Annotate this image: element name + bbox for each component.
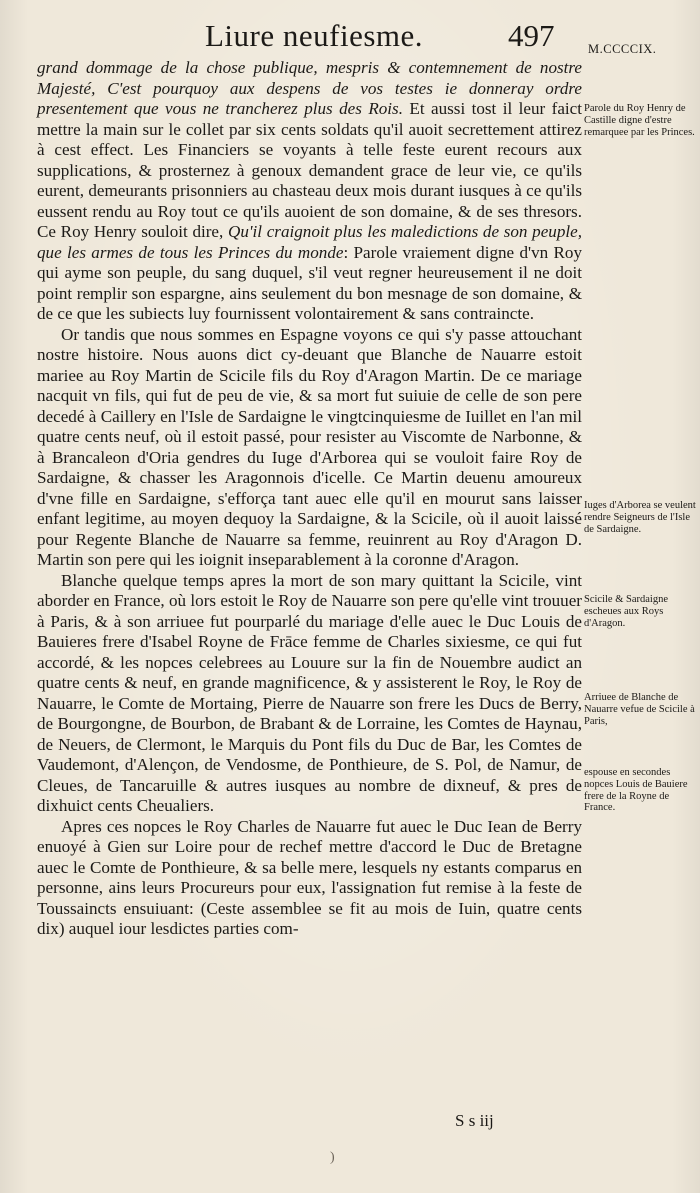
paragraph-1-ending: : Parole vraiement digne d'vn Roy qui ayme son peuple, du sang duquel, s'il veut regner heureusement il ne doit point remplir son espargne, ains seulement du bon mesnage de son domaine, & de ce que les subiects luy fournissent volontairement & sans contraincte.	[37, 242, 582, 323]
margin-note-henry-castille: Parole du Roy Henry de Castille digne d'estre remarquee par les Princes.	[584, 103, 695, 138]
year-margin-note: M.CCCCIX.	[588, 42, 657, 56]
paragraph-4: Apres ces nopces le Roy Charles de Nauarre fut auec le Duc Iean de Berry enuoyé à Gien sur Loire pour de rechef mettre d'accord le Duc de Bretagne auec le Comte de Ponthieure, & sa belle mere, lesquels ny estants comparus en personne, ains leurs Procureurs pour eux, l'assignation fut remise à la feste de Toussaincts ensuiuant: (Ceste assemblee se fit au mois de Iuin, quatre cents dix) auquel iour lesdictes parties com-	[37, 816, 582, 938]
royal-speech-italic: grand dommage de la chose publique, mespris & contemnement de nostre Majesté, C'est pourquoy aux despens de vos testes ie donneray ordre presentement que vous ne trancherez plus des Rois.	[37, 58, 582, 118]
margin-note-arborea: Iuges d'Arborea se veulent rendre Seigneurs de l'Isle de Sardaigne.	[584, 500, 696, 535]
running-title: Liure neufiesme.	[205, 18, 424, 53]
paragraph-1-text: Et aussi tost il leur faict mettre la main sur le collet par six cents soldats qu'il auoit secrettement attirez à cest effect. Les Financiers se voyants à telle feste eurent recours aux supplications, & prosternez à genoux demandent grace de leur vie, ce qu'ils eurent, demeurants prisonniers au chasteau deux mois durant iusques à ce qu'ils eussent rendu au Roy tout ce qu'ils auoient de son domaine, & de ses thresors. Ce Roy Henry souloit dire,	[37, 99, 582, 241]
bottom-mark: )	[330, 1150, 335, 1165]
main-text-column	[37, 58, 582, 940]
margin-note-scicile-sardaigne: Scicile & Sardaigne escheues aux Roys d'Aragon.	[584, 594, 668, 629]
king-henry-quote: Qu'il craignoit plus les maledictions de son peuple, que les armes de tous les Princes du monde	[37, 222, 582, 262]
paragraph-2: Or tandis que nous sommes en Espagne voyons ce qui s'y passe attouchant nostre histoire. Nous auons dict cy-deuant que Blanche de Nauarre estoit mariee au Roy Martin de Scicile fils du Roy d'Aragon Martin. De ce mariage nacquit vn fils, qui fut de peu de vie, & sa mort fut suiuie de celle de son pere decedé à Caillery en l'Isle de Sardaigne le vingtcinquiesme de Iuillet en l'an mil quatre cents neuf, où il estoit passé, pour resister au Viscomte de Narbonne, & à Brancaleon d'Oria gendres du Iuge d'Arborea qui se vouloit faire Roy de Sardaigne, & chasser les Aragonnois d'icelle. Ce Martin deuenu amoureux d'vne fille en Sardaigne, s'efforça tant auec elle qu'il en mourut sans laisser enfant legitime, au moyen dequoy la Sardaigne, & la Scicile, où il auoit laissé pour Regente Blanche de Nauarre sa femme, reuinrent au Roy d'Aragon D. Martin son pere qui les ioignit inseparablement à la coronne d'Aragon.	[37, 324, 582, 569]
margin-note-arriuee-blanche: Arriuee de Blanche de Nauarre vefue de Scicile à Paris,	[584, 692, 695, 727]
signature-mark: S s iij	[455, 1111, 494, 1130]
margin-note-espouse-louis: espouse en secondes nopces Louis de Bauiere frere de la Royne de France.	[584, 767, 688, 814]
page-number: 497	[508, 18, 555, 53]
paragraph-1	[37, 58, 582, 325]
paragraph-3: Blanche quelque temps apres la mort de son mary quittant la Scicile, vint aborder en France, où lors estoit le Roy de Nauarre son pere qu'elle vint trouuer à Paris, & à son arriuee fut pourparlé du mariage d'elle auec le Duc Louis de Bauieres frere d'Isabel Royne de Frāce femme de Charles sixiesme, ce qui fut accordé, & les nopces celebrees au Louure sur la fin de Nouembre audict an quatre cents & neuf, en grande magnificence, & y assisterent le Roy, le Roy de Nauarre, le Comte de Mortaing, Pierre de Nauarre son frere les Ducs de Berry, de Bourgongne, de Bourbon, de Brabant & de Lorraine, les Comtes de Haynau, de Neuers, de Clermont, le Marquis du Pont fils du Duc de Bar, les Comtes de Vaudemont, d'Alençon, de Vendosme, de Ponthieure, de S. Pol, de Namur, de Cleues, de Tancaruille & autres iusques au nombre de dixneuf, & pres de dixhuict cents Cheualiers.	[37, 570, 582, 815]
